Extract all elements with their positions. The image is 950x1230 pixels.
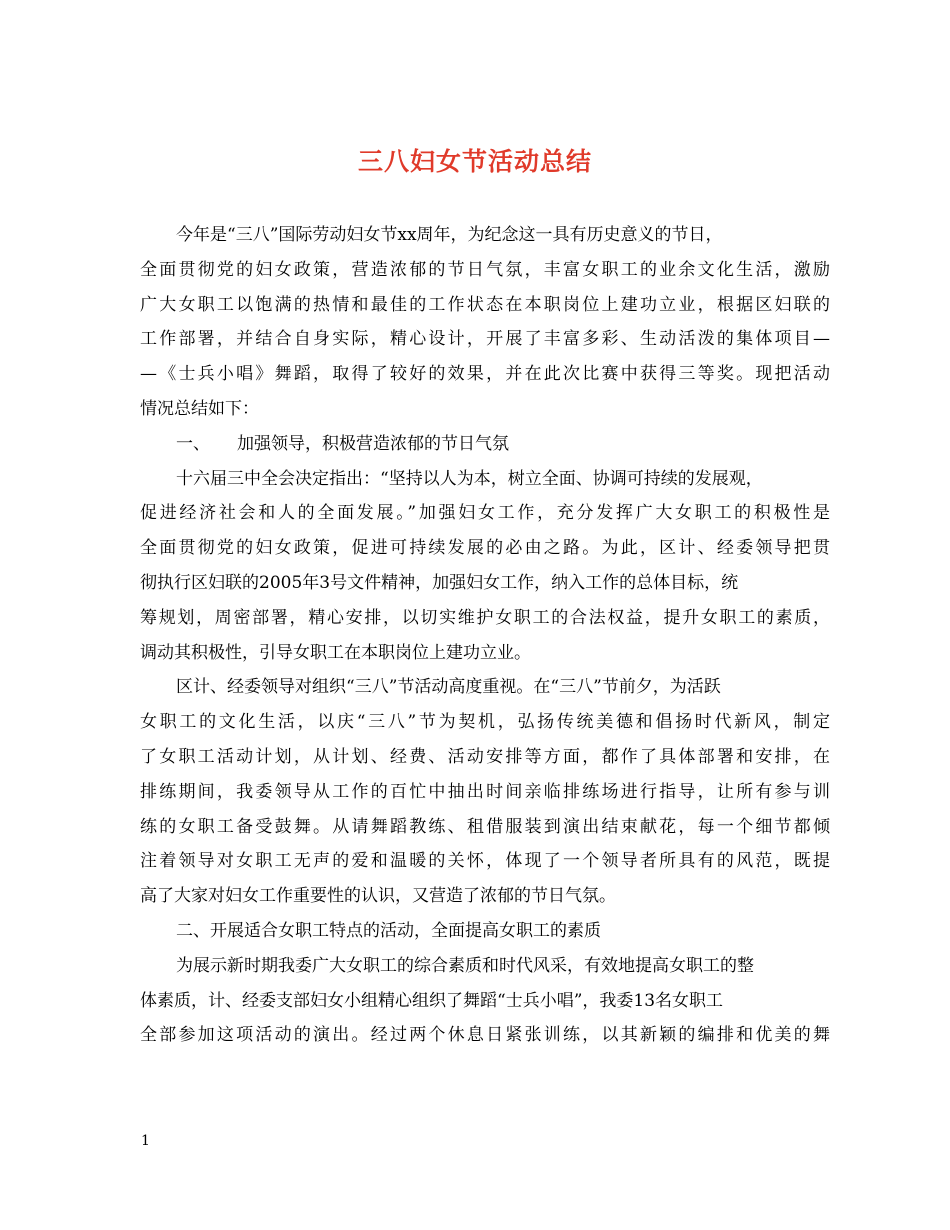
text-line: 今年是“三八”国际劳动妇女节xx周年，为纪念这一具有历史意义的节日， bbox=[176, 225, 723, 245]
text-line: —《士兵小唱》舞蹈，取得了较好的效果，并在此次比赛中获得三等奖。现把活动 bbox=[140, 364, 830, 385]
text-line: 全面贯彻党的妇女政策，营造浓郁的节日气氛，丰富女职工的业余文化生活，激励 bbox=[140, 259, 830, 280]
text-line: 全面贯彻党的妇女政策，促进可持续发展的必由之路。为此，区计、经委领导把贯 bbox=[140, 538, 830, 559]
text-line: 注着领导对女职工无声的爱和温暖的关怀，体现了一个领导者所具有的风范，既提 bbox=[140, 851, 830, 872]
text-line: 广大女职工以饱满的热情和最佳的工作状态在本职岗位上建功立业，根据区妇联的 bbox=[140, 294, 830, 315]
section-heading: 一、 加强领导，积极营造浓郁的节日气氛 bbox=[176, 433, 510, 454]
text-line: 练的女职工备受鼓舞。从请舞蹈教练、租借服装到演出结束献花，每一个细节都倾 bbox=[140, 816, 830, 837]
text-line: 区计、经委领导对组织“三八”节活动高度重视。在“三八”节前夕，为活跃 bbox=[176, 677, 721, 698]
page-number: 1 bbox=[141, 1133, 150, 1149]
text-line: 了女职工活动计划，从计划、经费、活动安排等方面，都作了具体部署和安排，在 bbox=[140, 746, 830, 767]
section-heading: 二、开展适合女职工特点的活动，全面提高女职工的素质 bbox=[176, 920, 601, 941]
text-line: 调动其积极性，引导女职工在本职岗位上建功立业。 bbox=[140, 642, 531, 663]
text-line: 工作部署，并结合自身实际，精心设计，开展了丰富多彩、生动活泼的集体项目— bbox=[140, 329, 830, 350]
text-line: 体素质，计、经委支部妇女小组精心组织了舞蹈“士兵小唱”，我委13名女职工 bbox=[140, 990, 724, 1011]
text-line: 排练期间，我委领导从工作的百忙中抽出时间亲临排练场进行指导，让所有参与训 bbox=[140, 781, 830, 802]
text-line: 为展示新时期我委广大女职工的综合素质和时代风采，有效地提高女职工的整 bbox=[176, 955, 754, 976]
text-line: 十六届三中全会决定指出：“坚持以人为本，树立全面、协调可持续的发展观， bbox=[176, 468, 763, 489]
document-body bbox=[140, 218, 830, 1053]
text-line: 高了大家对妇女工作重要性的认识，又营造了浓郁的节日气氛。 bbox=[140, 886, 616, 907]
text-line: 筹规划，周密部署，精心安排，以切实维护女职工的合法权益，提升女职工的素质， bbox=[140, 607, 830, 628]
document-title: 三八妇女节活动总结 bbox=[357, 147, 592, 176]
text-line: 全部参加这项活动的演出。经过两个休息日紧张训练，以其新颖的编排和优美的舞 bbox=[140, 1025, 830, 1046]
text-line: 彻执行区妇联的2005年3号文件精神，加强妇女工作，纳入工作的总体目标，统 bbox=[140, 572, 739, 593]
text-line: 促进经济社会和人的全面发展。”加强妇女工作，充分发挥广大女职工的积极性是 bbox=[140, 503, 830, 524]
text-line: 女职工的文化生活，以庆“三八”节为契机，弘扬传统美德和倡扬时代新风，制定 bbox=[140, 712, 830, 733]
text-line: 情况总结如下： bbox=[140, 398, 259, 419]
